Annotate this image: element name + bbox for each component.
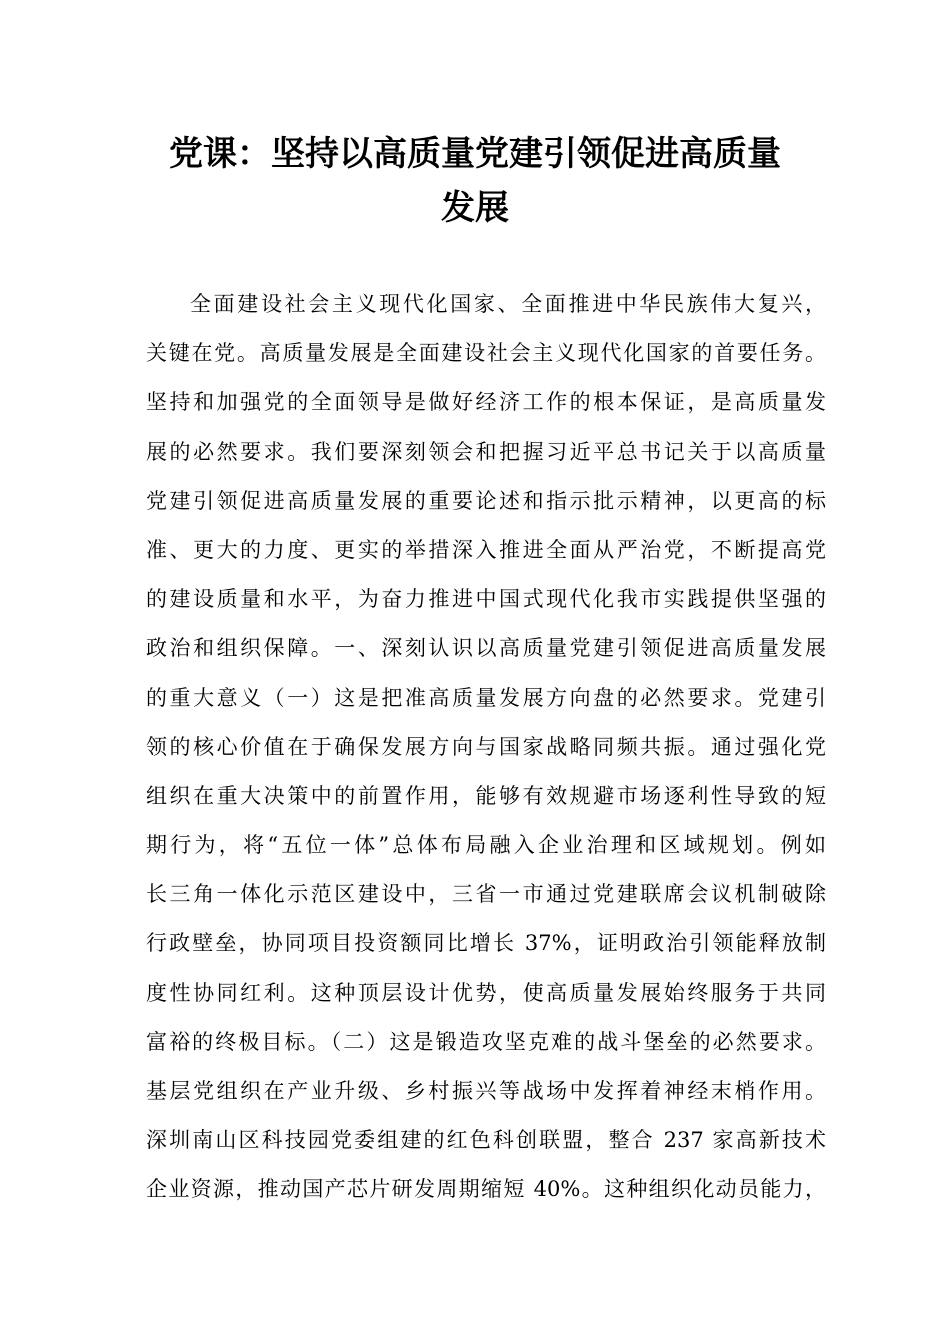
body-line: 度性协同红利。这种顶层设计优势，使高质量发展始终服务于共同 (146, 980, 826, 1005)
body-line: 准、更大的力度、更实的举措深入推进全面从严治党，不断提高党 (146, 537, 826, 562)
body-line: 政治和组织保障。一、深刻认识以高质量党建引领促进高质量发展 (146, 636, 826, 661)
body-line: 组织在重大决策中的前置作用，能够有效规避市场逐利性导致的短 (146, 783, 826, 808)
body-line: 企业资源，推动国产芯片研发周期缩短 40%。这种组织化动员能力， (146, 1177, 826, 1202)
body-line: 党建引领促进高质量发展的重要论述和指示批示精神，以更高的标 (146, 488, 826, 513)
body-line: 富裕的终极目标。（二）这是锻造攻坚克难的战斗堡垒的必然要求。 (146, 1029, 826, 1054)
document-body (146, 280, 826, 1215)
body-line: 深圳南山区科技园党委组建的红色科创联盟，整合 237 家高新技术 (146, 1128, 826, 1153)
body-line: 展的必然要求。我们要深刻领会和把握习近平总书记关于以高质量 (146, 439, 826, 464)
body-line: 关键在党。高质量发展是全面建设社会主义现代化国家的首要任务。 (146, 341, 826, 366)
body-line: 坚持和加强党的全面领导是做好经济工作的根本保证，是高质量发 (146, 390, 826, 415)
body-line: 领的核心价值在于确保发展方向与国家战略同频共振。通过强化党 (146, 734, 826, 759)
body-line: 基层党组织在产业升级、乡村振兴等战场中发挥着神经末梢作用。 (146, 1079, 826, 1103)
document-title-continued: 发展 (441, 188, 509, 228)
body-line: 长三角一体化示范区建设中，三省一市通过党建联席会议机制破除 (146, 882, 826, 907)
body-line: 的重大意义（一）这是把准高质量发展方向盘的必然要求。党建引 (146, 685, 826, 710)
body-line: 行政壁垒，协同项目投资额同比增长 37%，证明政治引领能释放制 (146, 931, 826, 956)
body-line: 全面建设社会主义现代化国家、全面推进中华民族伟大复兴， (190, 292, 826, 316)
document-title: 党课：坚持以高质量党建引领促进高质量 (169, 134, 781, 174)
body-line: 的建设质量和水平，为奋力推进中国式现代化我市实践提供坚强的 (146, 587, 826, 612)
body-line: 期行为，将“五位一体”总体布局融入企业治理和区域规划。例如 (146, 833, 826, 858)
